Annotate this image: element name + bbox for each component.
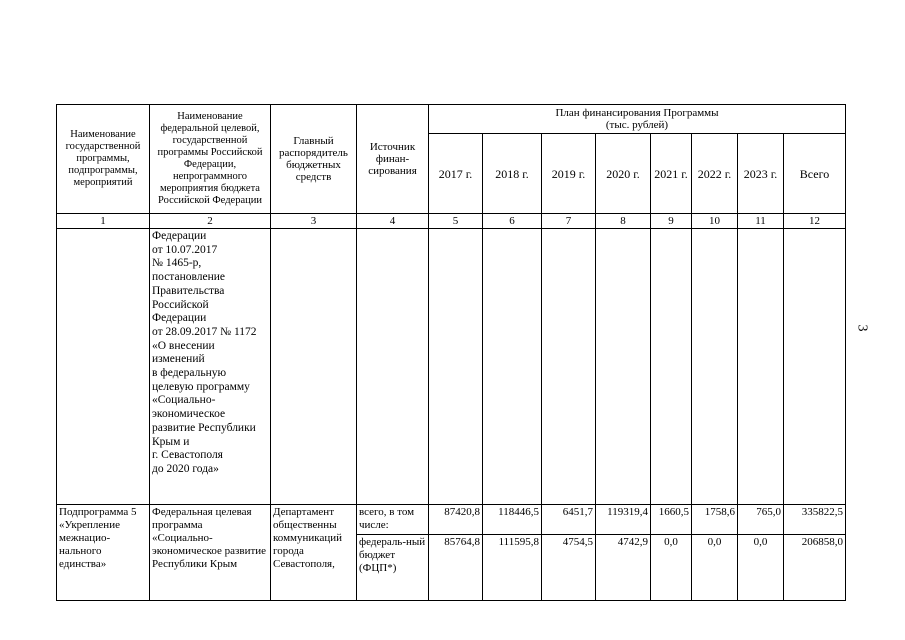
header-total: Всего [784, 134, 846, 214]
header-year-2023: 2023 г. [738, 134, 784, 214]
value-cell: 0,0 [651, 535, 692, 601]
column-number: 4 [357, 214, 429, 229]
header-budget-manager: Главный распорядитель бюджетных средств [271, 105, 357, 214]
value-cell: 119319,4 [596, 505, 651, 535]
value-cell: 87420,8 [429, 505, 483, 535]
value-cell: 111595,8 [483, 535, 542, 601]
financing-table [56, 104, 846, 601]
subprogram-row-total [57, 505, 846, 535]
column-number: 7 [542, 214, 596, 229]
value-cell: 1758,6 [692, 505, 738, 535]
column-number: 2 [150, 214, 271, 229]
column-number: 1 [57, 214, 150, 229]
header-year-2018: 2018 г. [483, 134, 542, 214]
value-cell: 0,0 [738, 535, 784, 601]
column-number: 12 [784, 214, 846, 229]
value-cell: 765,0 [738, 505, 784, 535]
header-year-2021: 2021 г. [651, 134, 692, 214]
column-number: 6 [483, 214, 542, 229]
value-cell: 4742,9 [596, 535, 651, 601]
page-number: 3 [854, 324, 870, 332]
column-number: 5 [429, 214, 483, 229]
subprogram-federal-program: Федеральная целевая программа «Социально-экономическое развитие Республики Крым [150, 505, 271, 601]
value-cell: 4754,5 [542, 535, 596, 601]
header-plan-title: План финансирования Программы (тыс. рублей) [429, 105, 846, 134]
header-program-name: Наименование государственной программы, подпрограммы, мероприятий [57, 105, 150, 214]
value-cell: 0,0 [692, 535, 738, 601]
value-cell: 85764,8 [429, 535, 483, 601]
value-cell: 118446,5 [483, 505, 542, 535]
value-cell: 1660,5 [651, 505, 692, 535]
header-year-2019: 2019 г. [542, 134, 596, 214]
source-total: всего, в том числе: [357, 505, 429, 535]
header-year-2020: 2020 г. [596, 134, 651, 214]
header-federal-program: Наименование федеральной целевой, государственной программы Российской Федерации, непрограммного мероприятия бюджета Российской Федерации [150, 105, 271, 214]
column-number: 9 [651, 214, 692, 229]
header-year-2017: 2017 г. [429, 134, 483, 214]
continuation-row [57, 229, 846, 505]
column-number: 8 [596, 214, 651, 229]
column-number: 10 [692, 214, 738, 229]
value-cell: 206858,0 [784, 535, 846, 601]
subprogram-manager: Департамент общественны коммуникаций города Севастополя, [271, 505, 357, 601]
source-federal: федераль-ный бюджет (ФЦП*) [357, 535, 429, 601]
header-funding-source: Источник финан-сирования [357, 105, 429, 214]
continuation-text: Федерации от 10.07.2017 № 1465-р, постановление Правительства Российской Федерации от 28.09.2017 № 1172 «О внесении изменений в федеральную целевую программу «Социально- экономическое развитие Республики Крым и г. Севастополя до 2020 года» [150, 229, 271, 505]
value-cell: 335822,5 [784, 505, 846, 535]
header-year-2022: 2022 г. [692, 134, 738, 214]
value-cell: 6451,7 [542, 505, 596, 535]
subprogram-name: Подпрограмма 5 «Укрепление межнацио-нального единства» [57, 505, 150, 601]
column-number: 3 [271, 214, 357, 229]
column-number: 11 [738, 214, 784, 229]
